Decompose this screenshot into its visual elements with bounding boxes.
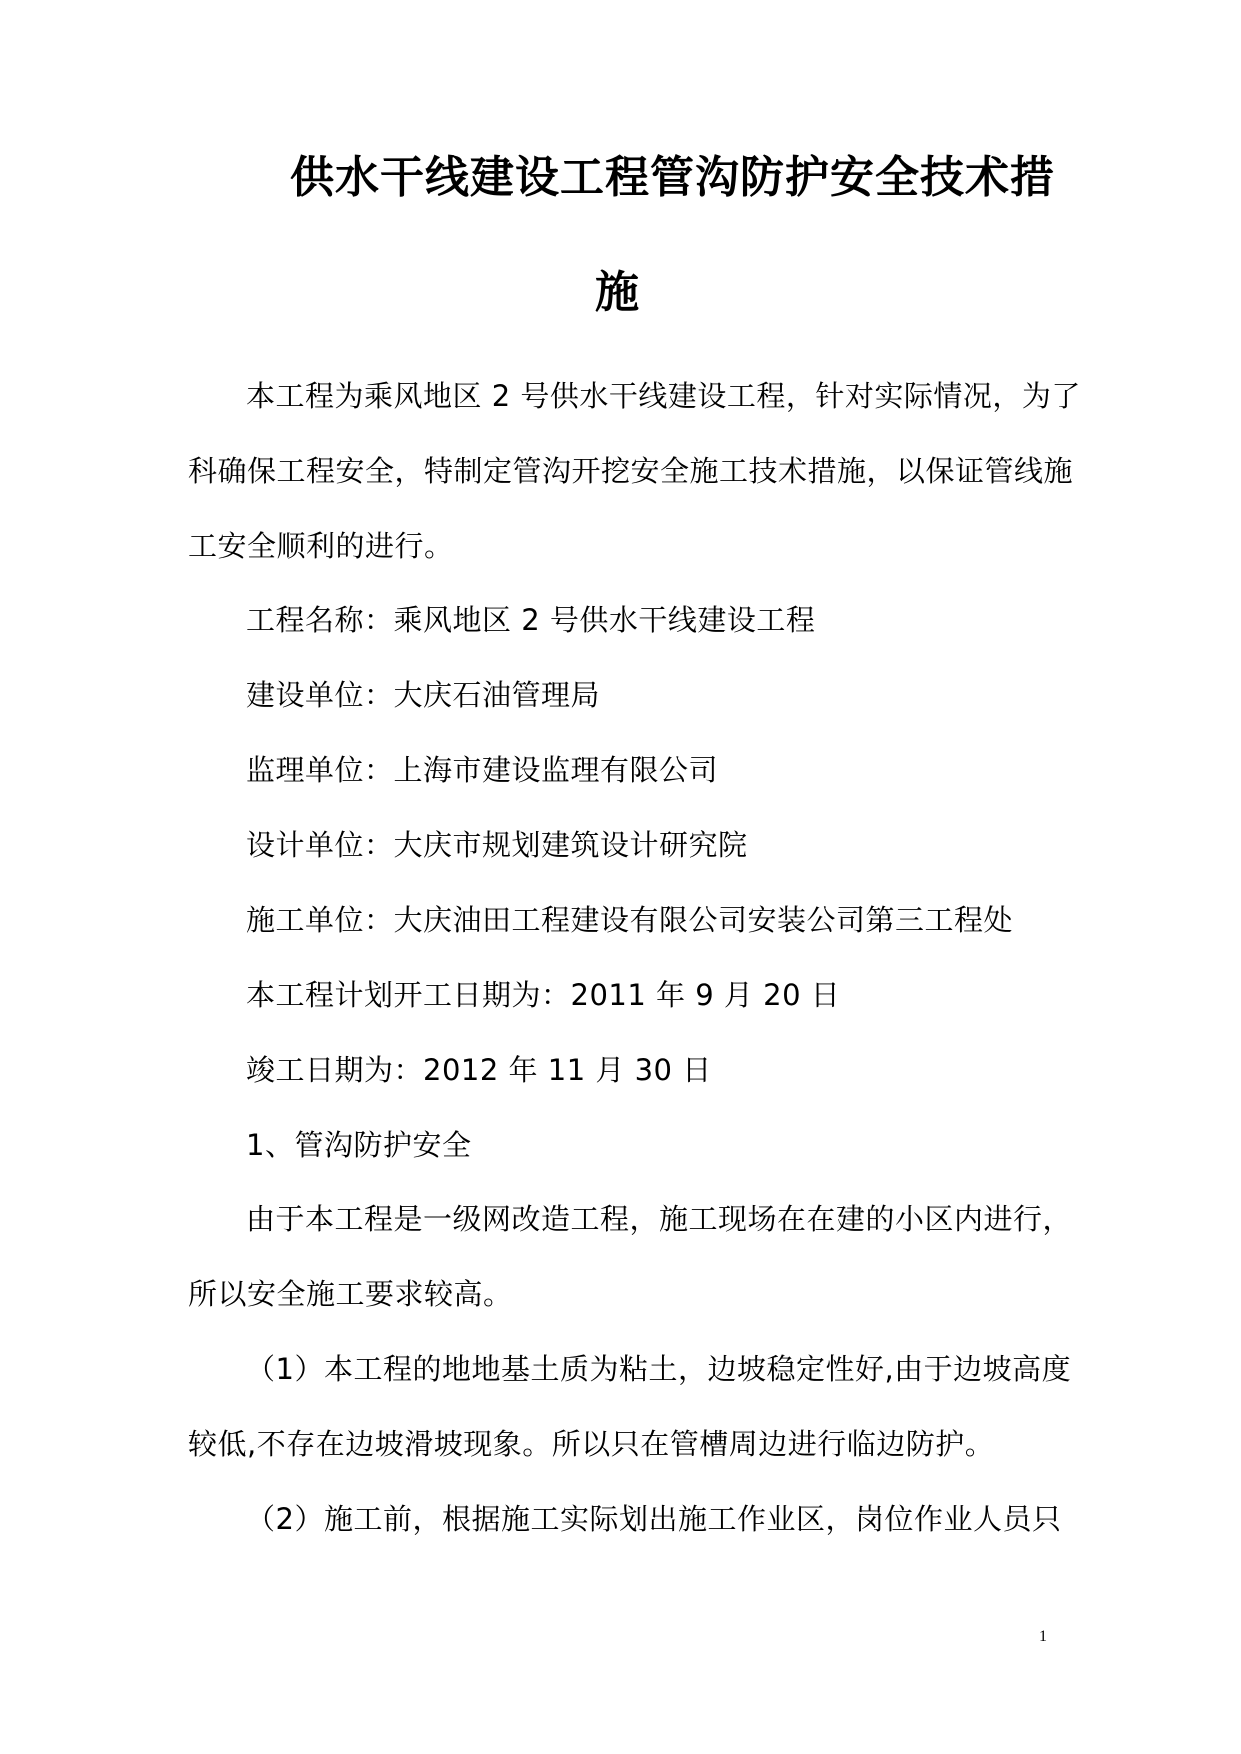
item-1-line-1: （1）本工程的地地基土质为粘土，边坡稳定性好,由于边坡高度 bbox=[246, 1352, 1072, 1386]
supervision-unit-line: 监理单位：上海市建设监理有限公司 bbox=[246, 753, 719, 787]
design-unit-line: 设计单位：大庆市规划建筑设计研究院 bbox=[246, 828, 748, 862]
item-1-line-2: 较低,不存在边坡滑坡现象。所以只在管槽周边进行临边防护。 bbox=[188, 1427, 995, 1461]
intro-paragraph-line-3: 工安全顺利的进行。 bbox=[188, 529, 454, 563]
project-name-line: 工程名称：乘风地区 2 号供水干线建设工程 bbox=[246, 603, 816, 637]
start-date-line: 本工程计划开工日期为：2011 年 9 月 20 日 bbox=[246, 978, 841, 1012]
section-1-paragraph-line-2: 所以安全施工要求较高。 bbox=[188, 1277, 513, 1311]
section-1-paragraph-line-1: 由于本工程是一级网改造工程，施工现场在在建的小区内进行， bbox=[246, 1202, 1073, 1236]
construction-unit-line: 建设单位：大庆石油管理局 bbox=[246, 678, 601, 712]
document-title-line-2: 施 bbox=[595, 267, 640, 318]
item-2-line-1: （2）施工前，根据施工实际划出施工作业区，岗位作业人员只 bbox=[246, 1502, 1062, 1536]
intro-paragraph-line-1: 本工程为乘风地区 2 号供水干线建设工程，针对实际情况，为了 bbox=[246, 379, 1081, 413]
intro-paragraph-line-2: 科确保工程安全，特制定管沟开挖安全施工技术措施，以保证管线施 bbox=[188, 454, 1074, 488]
section-heading-1: 1、管沟防护安全 bbox=[246, 1128, 472, 1162]
document-title-line-1: 供水干线建设工程管沟防护安全技术措 bbox=[290, 152, 1055, 203]
contractor-unit-line: 施工单位：大庆油田工程建设有限公司安装公司第三工程处 bbox=[246, 903, 1014, 937]
completion-date-line: 竣工日期为：2012 年 11 月 30 日 bbox=[246, 1053, 712, 1087]
page-number: 1 bbox=[1039, 1628, 1047, 1645]
